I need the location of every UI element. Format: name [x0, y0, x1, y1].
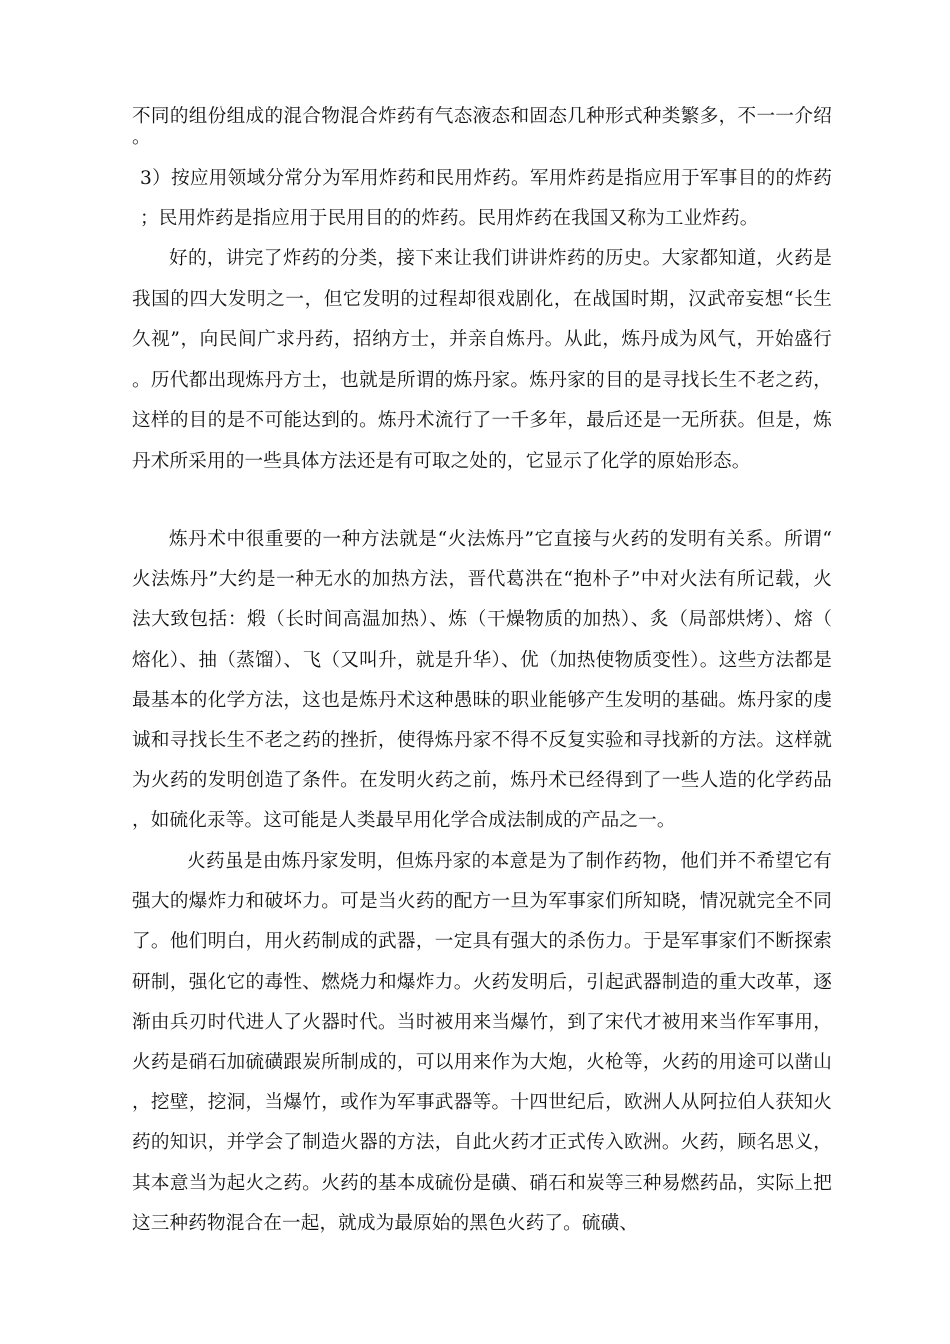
paragraph-fire-alchemy: 炼丹术中很重要的一种方法就是“火法炼丹”它直接与火药的发明有关系。所谓“火法炼丹”大约是一种无水的加热方法，晋代葛洪在“抱朴子”中对火法有所记载，火法大致包括：煅（长时间高温加热）、炼（干燥物质的加热）、炙（局部烘烤）、熔（熔化）、抽（蒸馏）、飞（又叫升，就是升华）、优（加热使物质变性）。这些方法都是最基本的化学方法，这也是炼丹术这种愚昧的职业能够产生发明的基础。炼丹家的虔诚和寻找长生不老之药的挫折，使得炼丹家不得不反复实验和寻找新的方法。这样就为火药的发明创造了条件。在发明火药之前，炼丹术已经得到了一些人造的化学药品，如硫化汞等。这可能是人类最早用化学合成法制成的产品之一。	[132, 529, 832, 832]
paragraph-gunpowder-military: 火药虽是由炼丹家发明，但炼丹家的本意是为了制作药物，他们并不希望它有强大的爆炸力和破坏力。可是当火药的配方一旦为军事家们所知晓，情况就完全不同了。他们明白，用火药制成的武器，一定具有强大的杀伤力。于是军事家们不断探索研制，强化它的毒性、燃烧力和爆炸力。火药发明后，引起武器制造的重大改革，逐渐由兵刃时代进人了火器时代。当时被用来当爆竹，到了宋代才被用来当作军事用，火药是硝石加硫磺跟炭所制成的，可以用来作为大炮，火枪等，火药的用途可以凿山，挖壁，挖洞，当爆竹，或作为军事武器等。十四世纪后，欧洲人从阿拉伯人获知火药的知识，并学会了制造火器的方法，自此火药才正式传入欧洲。火药，顾名思义，其本意当为起火之药。火药的基本成硫份是磺、硝石和炭等三种易燃药品，实际上把这三种药物混合在一起，就成为最原始的黑色火药了。硫磺、	[132, 851, 832, 1234]
paragraph-application-classification: 3）按应用领域分常分为军用炸药和民用炸药。军用炸药是指应用于军事目的的炸药；民用炸药是指应用于民用目的的炸药。民用炸药在我国又称为工业炸药。	[140, 168, 832, 229]
paragraph-mixture-continuation: 不同的组份组成的混合物混合炸药有气态液态和固态几种形式种类繁多，不一一介绍。	[132, 106, 832, 148]
paragraph-explosive-history: 好的，讲完了炸药的分类，接下来让我们讲讲炸药的历史。大家都知道，火药是我国的四大发明之一，但它发明的过程却很戏剧化，在战国时期，汉武帝妄想“长生久视”，向民间广求丹药，招纳方士，并亲自炼丹。从此，炼丹成为风气，开始盛行。历代都出现炼丹方士，也就是所谓的炼丹家。炼丹家的目的是寻找长生不老之药，这样的目的是不可能达到的。炼丹术流行了一千多年，最后还是一无所获。但是，炼丹术所采用的一些具体方法还是有可取之处的，它显示了化学的原始形态。	[132, 248, 832, 472]
